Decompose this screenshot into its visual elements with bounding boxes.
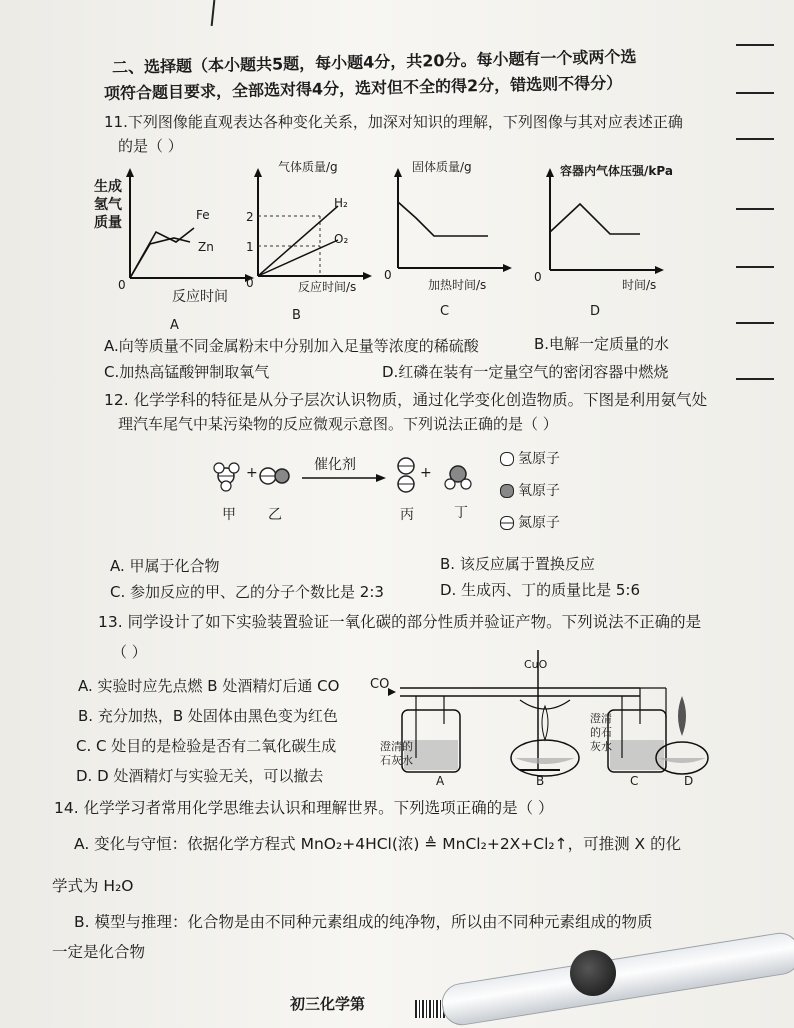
q13-stem: 13. 同学设计了如下实验装置验证一氧化碳的部分性质并验证产物。下列说法不正确的是 [98,613,702,631]
binding-line [736,208,774,210]
q14-option-a-cont: 学式为 H₂O [52,877,134,895]
nitrogen-atom-icon [500,516,514,530]
q12-option-a[interactable]: A. 甲属于化合物 [110,557,220,575]
q14-option-a[interactable]: A. 变化与守恒：依据化学方程式 MnO₂+4HCl(浓) ≜ MnCl₂+2X+Cl₂↑，可推测 X 的化 [74,835,682,853]
graph-b-plot [248,168,378,288]
binding-line [736,44,774,46]
section-title: 二、选择题（本小题共5题，每小题4分，共20分。每小题有一个或两个选 [111,47,637,77]
q13-option-d[interactable]: D. D 处酒精灯与实验无关，可以撤去 [76,767,324,785]
q14-option-b[interactable]: B. 模型与推理：化合物是由不同种元素组成的纯净物，所以由不同种元素组成的物质 [74,913,653,931]
q11-stem-2: 的是（ ） [118,137,183,155]
q11-option-b[interactable]: B.电解一定质量的水 [534,335,670,353]
binding-line [736,378,774,380]
q12-stem: 12. 化学学科的特征是从分子层次认识物质，通过化学变化创造物质。下图是利用氨气处 [104,391,708,409]
graph-a-plot [118,168,258,298]
q11-option-a[interactable]: A.向等质量不同金属粉末中分别加入足量等浓度的稀硫酸 [104,337,479,355]
q14-stem: 14. 化学学习者常用化学思维去认识和理解世界。下列选项正确的是（ ） [54,799,554,817]
q12-option-b[interactable]: B. 该反应属于置换反应 [440,555,595,573]
section-rule: （本小题共5题，每小题4分，共20分。每小题有一个或两个选 [191,47,637,76]
binding-line [736,138,774,140]
hydrogen-atom-icon [500,452,514,466]
legend-hydrogen: 氢原子 [500,452,560,466]
legend-oxygen: 氧原子 [500,484,560,498]
binding-line [736,92,774,94]
q11-option-d[interactable]: D.红磷在装有一定量空气的密闭容器中燃烧 [382,363,669,381]
binding-line [736,266,774,268]
binding-line [736,322,774,324]
q12-option-d[interactable]: D. 生成丙、丁的质量比是 5:6 [440,581,640,599]
q14-option-b-cont: 一定是化合物 [52,943,146,961]
section-rule-2: 项符合题目要求，全部选对得4分，选对但不全的得2分，错选则不得分） [103,73,623,103]
q13-option-c[interactable]: C. C 处目的是检验是否有二氧化碳生成 [76,737,337,755]
page-footer: 初三化学第 [290,995,366,1013]
q13-option-b[interactable]: B. 充分加热，B 处固体由黑色变为红色 [78,707,338,725]
oxygen-atom-icon [500,484,514,498]
q13-option-a[interactable]: A. 实验时应先点燃 B 处酒精灯后通 CO [78,677,340,695]
q13-stem-2: （ ） [112,643,147,661]
legend-nitrogen: 氮原子 [500,516,560,530]
graph-c-plot [388,168,518,278]
pen-cap [570,950,616,996]
q11-stem: 11.下列图像能直观表达各种变化关系，加深对知识的理解，下列图像与其对应表述正确 [104,113,683,131]
q11-option-c[interactable]: C.加热高锰酸钾制取氧气 [104,363,270,381]
q12-stem-2: 理汽车尾气中某污染物的反应微观示意图。下列说法正确的是（ ） [118,415,558,433]
graph-d-plot [540,168,670,278]
q12-option-c[interactable]: C. 参加反应的甲、乙的分子个数比是 2:3 [110,583,384,601]
